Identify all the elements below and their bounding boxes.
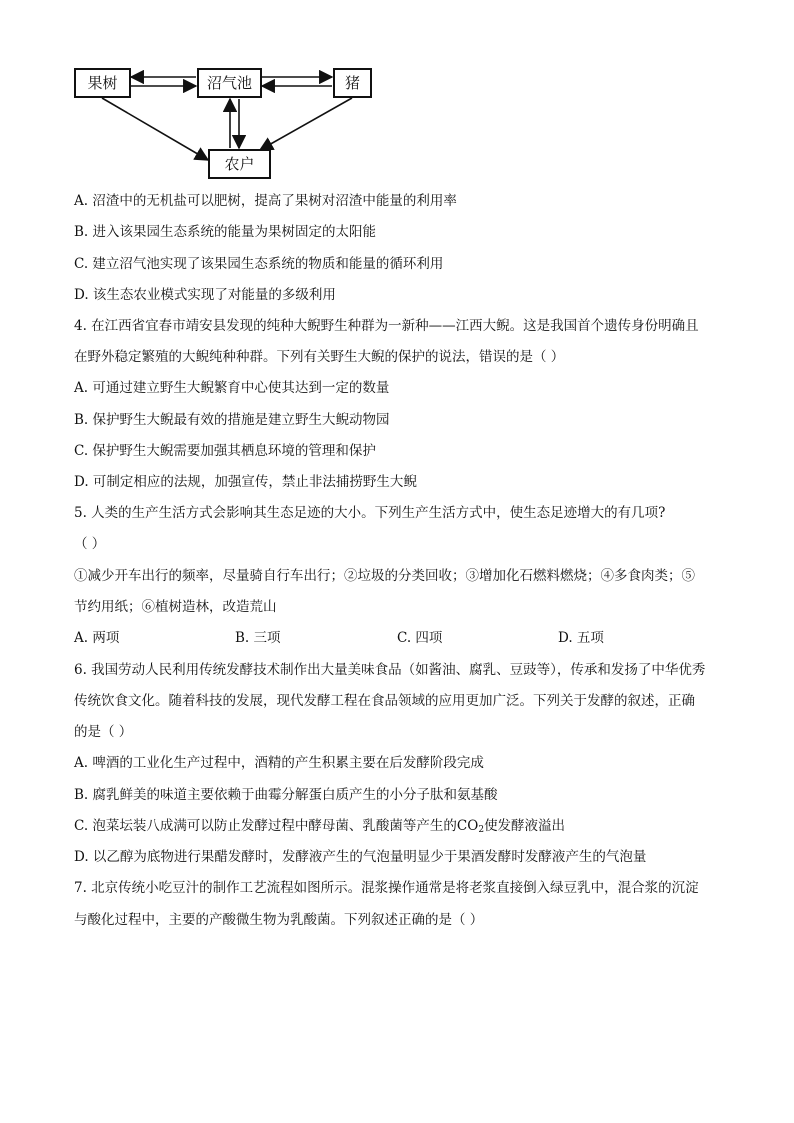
- q5-option-a: A. 两项: [74, 630, 120, 646]
- q6-option-a: A. 啤酒的工业化生产过程中，酒精的产生积累主要在后发酵阶段完成: [74, 755, 484, 771]
- node-biogas: 沼气池: [197, 68, 262, 98]
- node-pig: 猪: [333, 68, 372, 98]
- node-farmer: 农户: [208, 149, 271, 179]
- q4-stem-line1: 4. 在江西省宜春市靖安县发现的纯种大鲵野生种群为一新种——江西大鲵。这是我国首个遗传身份明确且: [74, 318, 699, 334]
- q3-option-b: B. 进入该果园生态系统的能量为果树固定的太阳能: [74, 224, 377, 240]
- q5-option-b: B. 三项: [235, 630, 281, 646]
- arrow-orchard-to-farmer: [102, 98, 208, 160]
- q5-option-d: D. 五项: [558, 630, 604, 646]
- q6-option-d: D. 以乙醇为底物进行果醋发酵时，发酵液产生的气泡量明显少于果酒发酵时发酵液产生的气泡量: [74, 849, 647, 865]
- q6-stem-line1: 6. 我国劳动人民利用传统发酵技术制作出大量美味食品（如酱油、腐乳、豆豉等），传承和发扬了中华优秀: [74, 662, 706, 678]
- q5-items-line2: 节约用纸；⑥植树造林，改造荒山: [74, 599, 277, 615]
- q5-option-c: C. 四项: [397, 630, 443, 646]
- q5-stem-line2: （ ）: [74, 536, 106, 552]
- q6-option-c-text-end: 使发酵液溢出: [484, 818, 566, 834]
- energy-flow-diagram: [74, 64, 374, 180]
- q6-option-c-subscript: 2: [478, 825, 485, 835]
- q5-stem-line1: 5. 人类的生产生活方式会影响其生态足迹的大小。下列生产生活方式中，使生态足迹增大的有几项?: [74, 505, 666, 521]
- q4-option-c: C. 保护野生大鲵需要加强其栖息环境的管理和保护: [74, 443, 376, 459]
- q3-option-c: C. 建立沼气池实现了该果园生态系统的物质和能量的循环利用: [74, 256, 444, 272]
- q4-option-a: A. 可通过建立野生大鲵繁育中心使其达到一定的数量: [74, 380, 390, 396]
- arrow-pig-to-farmer: [260, 98, 352, 150]
- node-orchard: 果树: [74, 68, 131, 98]
- q6-stem-line3: 的是（ ）: [74, 724, 133, 740]
- q3-option-d: D. 该生态农业模式实现了对能量的多级利用: [74, 287, 336, 303]
- q4-stem-line2: 在野外稳定繁殖的大鲵纯种种群。下列有关野生大鲵的保护的说法，错误的是（ ）: [74, 349, 565, 365]
- q6-option-b: B. 腐乳鲜美的味道主要依赖于曲霉分解蛋白质产生的小分子肽和氨基酸: [74, 787, 498, 803]
- q4-option-d: D. 可制定相应的法规，加强宣传，禁止非法捕捞野生大鲵: [74, 474, 417, 490]
- q7-stem-line2: 与酸化过程中，主要的产酸微生物为乳酸菌。下列叙述正确的是（ ）: [74, 912, 484, 928]
- q4-option-b: B. 保护野生大鲵最有效的措施是建立野生大鲵动物园: [74, 412, 390, 428]
- q3-option-a: A. 沼渣中的无机盐可以肥树，提高了果树对沼渣中能量的利用率: [74, 193, 457, 209]
- q5-items-line1: ①减少开车出行的频率，尽量骑自行车出行；②垃圾的分类回收；③增加化石燃料燃烧；④多食肉类；⑤: [74, 568, 695, 584]
- q6-option-c-text: C. 泡菜坛装八成满可以防止发酵过程中酵母菌、乳酸菌等产生的CO: [74, 818, 479, 834]
- q6-option-c: [74, 817, 565, 839]
- q6-stem-line2: 传统饮食文化。随着科技的发展，现代发酵工程在食品领域的应用更加广泛。下列关于发酵的叙述，正确: [74, 693, 695, 709]
- q7-stem-line1: 7. 北京传统小吃豆汁的制作工艺流程如图所示。混浆操作通常是将老浆直接倒入绿豆乳中，混合浆的沉淀: [74, 880, 699, 896]
